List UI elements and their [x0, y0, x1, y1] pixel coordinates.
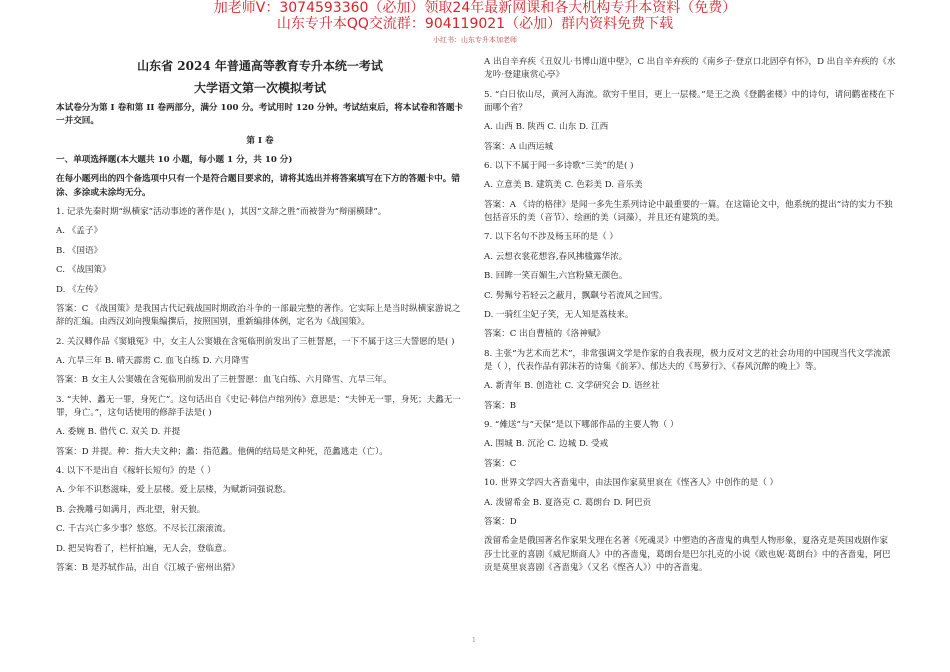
q4-option-d: D. 把吴钩看了，栏杆拍遍，无人会，登临意。 — [56, 543, 232, 554]
question-2: 2. 关汉卿作品《窦娥冤》中，女主人公窦娥在含冤临刑前发出了三桩誓愿，一下不属于这三大誓愿的是( ) — [56, 336, 455, 347]
q10-options: A. 泼留希金 B. 夏洛克 C. 葛朗台 D. 阿巴贡 — [484, 497, 652, 508]
q4-answer-continued: A 出自辛弃疾《丑奴儿·书博山道中壁》，C 出自辛弃疾的《南乡子·登京口北固亭有怀》，D 出自辛弃疾的《水龙吟·登建康赏心亭》 — [484, 57, 896, 81]
q10-answer: 答案：D — [484, 517, 517, 528]
page-number: 1 — [472, 637, 476, 644]
q4-option-a: A. 少年不识愁滋味，爱上层楼。爱上层楼，为赋新词强说愁。 — [56, 485, 292, 496]
q9-options: A. 围城 B. 沉沦 C. 边城 D. 受戒 — [484, 439, 609, 450]
section-heading: 一、单项选择题(本大题共 10 小题，每小题 1 分，共 10 分) — [56, 154, 293, 165]
q4-option-b: B. 会挽雕弓如满月，西北望，射天狼。 — [56, 504, 206, 515]
q7-option-c: C. 髣髴兮若轻云之蔽月，飘飖兮若流风之回雪。 — [484, 290, 668, 301]
question-1: 1. 记录先秦时期“纵横家”活动事迹的著作是( )，其因“文辞之胜”而被誉为“辩丽横肆”。 — [56, 206, 387, 217]
promo-small-text: 小红书：山东专升本加老师 — [433, 36, 517, 44]
q5-answer: 答案：A 山西运城 — [484, 141, 554, 152]
q1-option-a: A. 《孟子》 — [56, 226, 103, 237]
q1-option-b: B. 《国语》 — [56, 245, 103, 256]
q6-answer: 答案：A 《诗的格律》是闻一多先生系列诗论中最重要的一篇。在这篇论文中，他系统的提出“诗的实力不独包括音乐的美（音节）、绘画的美（词藻），并且还有建筑的美。 — [484, 199, 893, 223]
q4-option-c: C. 千古兴亡多少事？悠悠。不尽长江滚滚流。 — [56, 524, 232, 535]
promo-banner — [0, 0, 950, 48]
question-9: 9. “傩送”与“天保”是以下哪部作品的主要人物（ ） — [484, 420, 679, 431]
question-10: 10. 世界文学四大吝啬鬼中，由法国作家莫里哀在《悭吝人》中创作的是（ ） — [484, 478, 779, 489]
exam-title: 山东省 2024 年普通高等教育专升本统一考试 — [137, 59, 383, 73]
q7-option-a: A. 云想衣裳花想容,春风拂槛露华浓。 — [484, 251, 628, 262]
q8-options: A. 新青年 B. 创造社 C. 文学研究会 D. 语丝社 — [484, 381, 660, 392]
section-instructions: 在每小题列出的四个备选项中只有一个是符合题目要求的，请将其选出并将答案填写在下方的答题卡中。错涂、多涂或未涂均无分。 — [56, 174, 460, 198]
q2-answer: 答案：B 女主人公窦娥在含冤临刑前发出了三桩誓愿：血飞白练、六月降雪、亢旱三年。 — [56, 375, 392, 386]
q3-options: A. 委婉 B. 借代 C. 双关 D. 并提 — [56, 427, 181, 438]
q9-answer: 答案：C — [484, 458, 517, 469]
q7-option-b: B. 回眸一笑百媚生,六宫粉黛无颜色。 — [484, 271, 628, 282]
question-7: 7. 以下名句不涉及杨玉环的是（ ） — [484, 232, 618, 243]
exam-subtitle: 大学语文第一次模拟考试 — [193, 81, 326, 95]
q7-answer: 答案：C 出自曹植的《洛神赋》 — [484, 329, 606, 340]
q5-options: A. 山西 B. 陕西 C. 山东 D. 江西 — [484, 122, 609, 133]
q4-answer: 答案：B 是苏轼作品，出自《江城子·密州出猎》 — [56, 563, 240, 574]
question-5: 5. “白日依山尽，黄河入海流。欲穷千里目，更上一层楼。”是王之涣《登鹳雀楼》中的诗句，请问鹳雀楼在下面哪个省？ — [484, 89, 895, 113]
right-column — [484, 56, 896, 581]
question-3: 3. “夫钟、蠡无一罪，身死亡”。这句话出自《史记·韩信卢绾列传》意思是：“夫钟无一罪，身死；夫蠡无一罪，身亡。”，这句话使用的修辞手法是( ) — [56, 394, 461, 418]
q10-explanation: 泼留希金是俄国著名作家果戈理在名著《死魂灵》中塑造的吝啬鬼的典型人物形象，夏洛克是英国戏剧作家莎士比亚的喜剧《威尼斯商人》中的吝啬鬼，葛朗台是巴尔扎克的小说《欧也妮·葛朗台》中的吝啬鬼，阿巴贡是莫里哀喜剧《吝啬鬼》（又名《悭吝人》）中的吝啬鬼。 — [484, 536, 891, 573]
volume-heading: 第 I 卷 — [246, 135, 274, 146]
q1-answer: 答案：C 《战国策》是我国古代记载战国时期政治斗争的一部最完整的著作。它实际上是当时纵横家游说之辞的汇编。由西汉刘向搜集编撰后，按照国别，重新编排体例，定名为《战国策》。 — [56, 303, 461, 328]
question-8: 8. 主张“为艺术而艺术”，非常强调文学是作家的自我表现，极力反对文艺的社会功用的中国现当代文学流派是（ ），代表作品有郭沫若的诗集《前茅》、郁达夫的《茑萝行》、《春风沉醉的晚上》等。 — [484, 348, 891, 372]
q2-options: A. 亢旱三年 B. 晴天霹雳 C. 血飞白练 D. 六月降雪 — [56, 355, 249, 366]
q7-option-d: D. 一骑红尘妃子笑，无人知是荔枝来。 — [484, 309, 634, 320]
q8-answer: 答案：B — [484, 400, 517, 411]
promo-line-2: 山东专升本QQ交流群：904119021（必加）群内资料免费下载 — [276, 16, 674, 32]
promo-line-1: 加老师V：3074593360（必加）领取24年最新网课和各大机构专升本资料（免费） — [213, 0, 737, 16]
q1-option-c: C. 《战国策》 — [56, 265, 111, 276]
q3-answer: 答案：D 并提。种：指大夫文种；蠡：指范蠡。他俩的结局是文种死，范蠡逃走（亡）。 — [56, 446, 388, 457]
question-6: 6. 以下不属于闻一多诗歌“三美”的是( ) — [484, 160, 634, 171]
left-column — [56, 58, 464, 581]
q6-options: A. 立意美 B. 建筑美 C. 色彩美 D. 音乐美 — [484, 180, 643, 191]
q1-option-d: D. 《左传》 — [56, 284, 103, 295]
question-4: 4. 以下不是出自《稼轩长短句》的是（ ） — [56, 466, 216, 477]
exam-note: 本试卷分为第 I 卷和第 II 卷两部分，满分 100 分。考试用时 120 分钟。考试结束后，将本试卷和答题卡一并交回。 — [56, 103, 464, 127]
